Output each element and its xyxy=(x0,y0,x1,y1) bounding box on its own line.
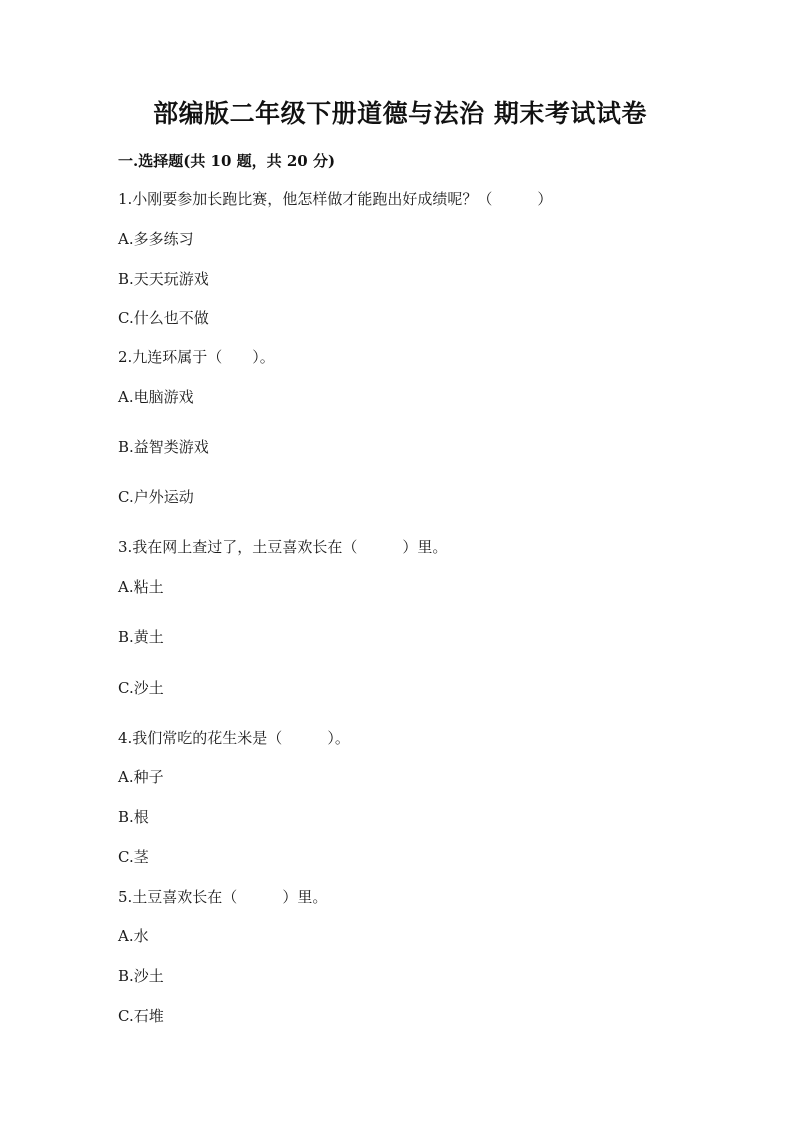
question-4-option-b: B.根 xyxy=(118,808,149,826)
section-heading: 一.选择题(共 10 题，共 20 分) xyxy=(118,152,336,170)
question-5-option-b: B.沙土 xyxy=(118,967,164,985)
question-5-option-a: A.水 xyxy=(118,927,149,945)
question-3-stem: 3.我在网上查过了，土豆喜欢长在（ ）里。 xyxy=(118,538,448,556)
question-1-option-a: A.多多练习 xyxy=(118,230,194,248)
question-3-option-b: B.黄土 xyxy=(118,628,164,646)
question-1-option-c: C.什么也不做 xyxy=(118,309,209,327)
document-title: 部编版二年级下册道德与法治 期末考试试卷 xyxy=(153,99,647,128)
question-2-stem: 2.九连环属于（ ）。 xyxy=(118,348,275,366)
question-3-option-a: A.粘土 xyxy=(118,578,164,596)
question-5-stem: 5.土豆喜欢长在（ ）里。 xyxy=(118,888,328,906)
question-1-stem: 1.小刚要参加长跑比赛，他怎样做才能跑出好成绩呢？（ ） xyxy=(118,190,553,208)
question-1-option-b: B.天天玩游戏 xyxy=(118,270,209,288)
question-2-option-c: C.户外运动 xyxy=(118,488,194,506)
question-3-option-c: C.沙土 xyxy=(118,679,164,697)
question-2-option-a: A.电脑游戏 xyxy=(118,388,194,406)
question-2-option-b: B.益智类游戏 xyxy=(118,438,209,456)
question-4-option-a: A.种子 xyxy=(118,768,164,786)
question-4-option-c: C.茎 xyxy=(118,848,149,866)
question-4-stem: 4.我们常吃的花生米是（ ）。 xyxy=(118,729,350,747)
question-5-option-c: C.石堆 xyxy=(118,1007,164,1025)
